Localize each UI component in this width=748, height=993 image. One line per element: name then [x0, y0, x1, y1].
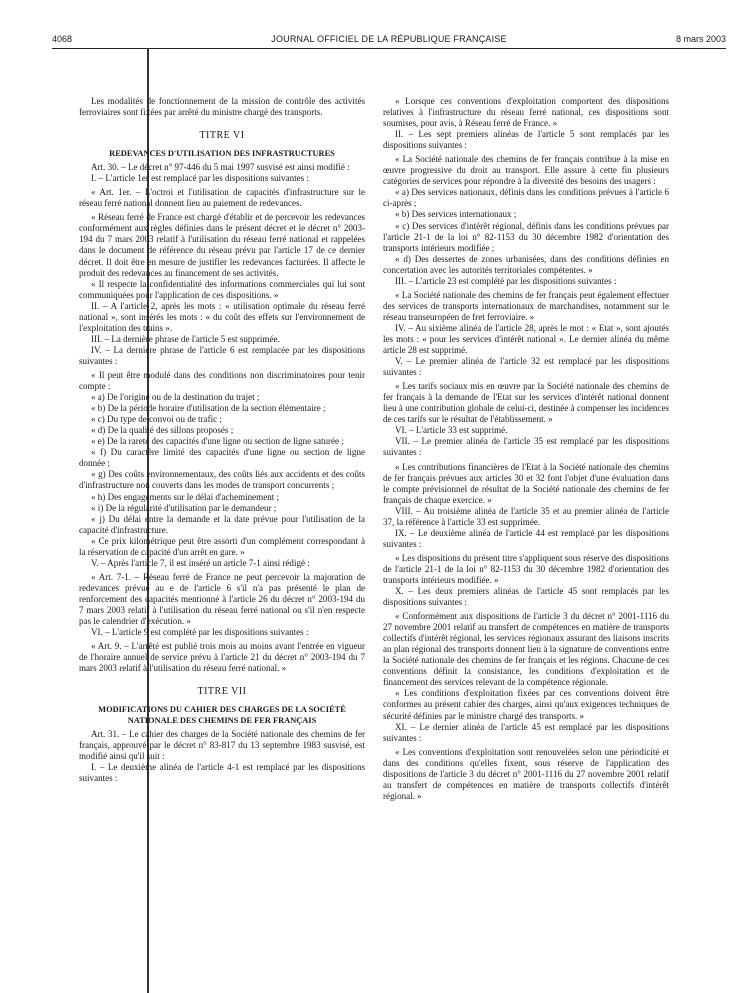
list-item: « c) Du type de convoi ou de trafic ;	[91, 414, 222, 425]
paragraph: « Les conventions d'exploitation sont renouvelées selon une périodicité et dans des conditions qu'elles fixent, sous réserve de l'application des dispositions de l'article 3 du décret n° 2001-1116 du 27 novembre 2001 relatif au transfert de compétences en matière de transports collectifs d'intérêt régional. »	[383, 746, 669, 801]
list-item: « b) Des services internationaux ;	[395, 209, 517, 220]
paragraph: IV. – La dernière phrase de l'article 6 est remplacée par les dispositions suivantes :	[79, 344, 365, 366]
paragraph: « Art. 9. – L'arrêté est publié trois mois au moins avant l'entrée en vigueur de l'horaire annuel de service prévu à l'article 21 du décret n° 2003-194 du 7 mars 2003 relatif à l'utilisation du réseau ferré national. »	[79, 641, 365, 674]
journal-title: JOURNAL OFFICIEL DE LA RÉPUBLIQUE FRANÇAISE	[271, 34, 507, 44]
paragraph: « La Société nationale des chemins de fer français peut également effectuer des services de transports internationaux de marchandises, notamment sur le réseau transeuropéen de fret ferroviaire. »	[383, 289, 669, 322]
article-intro: Art. 30. – Le décret n° 97-446 du 5 mai 1997 susvisé est ainsi modifié :	[91, 162, 350, 173]
paragraph: II. – A l'article 2, après les mots : « utilisation optimale du réseau ferré national », sont insérés les mots : « du coût des effets sur l'environnement de l'exploitation des trains ».	[79, 300, 365, 333]
list-item: « i) De la régularité d'utilisation par le demandeur ;	[91, 502, 277, 513]
list-item: « f) Du caractère limité des capacités d'une ligne ou section de ligne donnée ;	[79, 447, 365, 469]
paragraph: « Art. 7-1. – Réseau ferré de France ne peut percevoir la majoration de redevances prévue au e de l'article 6 s'il n'a pas présenté le plan de renforcement des capacités mentionné à l'article 26 du décret n° 2003-194 du 7 mars 2003 relatif à l'utilisation du réseau ferré national ou s'il n'en respecte pas le calendrier d'exécution. »	[79, 571, 365, 627]
paragraph: « Les conditions d'exploitation fixées par ces conventions doivent être conformes au présent cahier des charges, ainsi qu'aux exigences techniques de sécurité définies par le ministre chargé des transports. »	[383, 688, 669, 721]
list-item: « a) Des services nationaux, définis dans les conditions prévues à l'article 6 ci-après ;	[383, 187, 669, 209]
page-number: 4068	[52, 34, 73, 44]
header-rule	[52, 48, 726, 49]
paragraph: VI. – L'article 33 est supprimé.	[395, 425, 508, 436]
paragraph: Les modalités de fonctionnement de la mission de contrôle des activités ferroviaires sont fixées par arrêté du ministre chargé des transports.	[79, 96, 365, 118]
paragraph: « Art. 1er. – L'octroi et l'utilisation de capacités d'infrastructure sur le réseau ferré national donnent lieu au paiement de redevances.	[79, 187, 365, 209]
list-item: « e) De la rareté des capacités d'une ligne ou section de ligne saturée ;	[91, 436, 344, 447]
list-item: « j) Du délai entre la demande et la date prévue pour l'utilisation de la capacité d'infrastructure.	[79, 513, 365, 535]
paragraph: III. – La dernière phrase de l'article 5 est supprimée.	[91, 333, 280, 344]
paragraph: « Les contributions financières de l'Etat à la Société nationale des chemins de fer français prévues aux articles 30 et 32 font l'objet d'une évaluation dans le compte prévisionnel de résultat de la Société nationale des chemins de fer français de chaque exercice. »	[383, 461, 669, 505]
list-item: « d) Des dessertes de zones urbanisées, dans des conditions définies en concertation avec les autorités territoriales compétentes. »	[383, 253, 669, 275]
paragraph: « Il respecte la confidentialité des informations commerciales qui lui sont communiquées pour l'application de ces dispositions. »	[79, 278, 365, 300]
list-item: « d) De la qualité des sillons proposés ;	[91, 425, 234, 436]
paragraph: I. – Le deuxième alinéa de l'article 4-1 est remplacé par les dispositions suivantes :	[79, 762, 365, 784]
paragraph: « Les dispositions du présent titre s'appliquent sous réserve des dispositions de l'article 21-1 de la loi n° 82-1153 du 30 décembre 1982 d'orientation des transports intérieurs modifiée. »	[383, 552, 670, 585]
paragraph: IV. – Au sixième alinéa de l'article 28, après le mot : « Etat », sont ajoutés les mots : « pour les services d'intérêt national ». Le dernier alinéa du même article 28 est supprimé.	[383, 322, 669, 356]
paragraph: « Il peut être modulé dans des conditions non discriminatoires pour tenir compte :	[79, 369, 365, 392]
paragraph: VI. – L'article 9 est complété par les dispositions suivantes :	[91, 627, 309, 638]
paragraph: « Ce prix kilométrique peut être assorti d'un complément correspondant à la réservation de capacité d'un arrêt en gare. »	[79, 535, 365, 557]
paragraph: « La Société nationale des chemins de fer français contribue à la mise en œuvre progressive du droit au transport. Elle assure à cette fin plusieurs catégories de services pour répondre à la diversité des besoins des usagers :	[383, 154, 669, 187]
list-item: « c) Des services d'intérêt régional, définis dans les conditions prévues par l'article 21-1 de la loi n° 82-1153 du 30 décembre 1982 d'orientation des transports intérieurs modifiée ;	[383, 220, 669, 253]
paragraph: VIII. – Au troisième alinéa de l'article 35 et au premier alinéa de l'article 37, la référence à l'article 33 est supprimée.	[383, 505, 669, 527]
paragraph: « Conformément aux dispositions de l'article 3 du décret n° 2001-1116 du 27 novembre 2001 relatif au transfert de compétences en matière de transports collectifs d'intérêt régional, les services régionaux assurant des liaisons inscrits au plan régional des transports donnent lieu à la signature de conventions entre la Société nationale des chemins de fer français et les régions. Chacune de ces conventions définit la consistance, les conditions d'exploitation et de financement des services relevant de la compétence régionale.	[383, 611, 669, 688]
left-column	[79, 96, 365, 785]
paragraph: VII. – Le premier alinéa de l'article 35 est remplacé par les dispositions suivantes :	[383, 436, 669, 458]
paragraph: « Réseau ferré de France est chargé d'établir et de percevoir les redevances conformément aux règles définies dans le présent décret et le décret n° 2003-194 du 7 mars 2003 relatif à l'utilisation du réseau ferré national et rappelées dans le document de référence du réseau prévu par l'article 17 de ce dernier décret. Il doit être en mesure de justifier les redevances facturées. Il affecte le produit des redevances au financement de ses activités.	[79, 212, 365, 278]
list-item: « b) De la période horaire d'utilisation de la section élémentaire ;	[91, 403, 326, 414]
paragraph: IX. – Le deuxième alinéa de l'article 44 est remplacé par les dispositions suivantes :	[383, 527, 669, 549]
right-column	[383, 96, 669, 802]
list-item: « h) Des engagements sur le délai d'acheminement ;	[91, 491, 280, 502]
list-item: « a) De l'origine ou de la destination du trajet ;	[91, 392, 260, 403]
section-heading: TITRE VII	[197, 686, 247, 698]
issue-date: 8 mars 2003	[675, 34, 726, 44]
paragraph: II. – Les sept premiers alinéas de l'article 5 sont remplacés par les dispositions suivantes :	[383, 129, 669, 151]
paragraph: XI. – Le dernier alinéa de l'article 45 est remplacé par les dispositions suivantes :	[383, 721, 669, 743]
paragraph: « Les tarifs sociaux mis en œuvre par la Société nationale des chemins de fer français à la demande de l'Etat sur les services d'intérêt national donnent lieu à une contribution globale de celui-ci, destinée à compenser les incidences de ces tarifs sur le résultat de l'établissement. »	[383, 381, 669, 425]
paragraph: V. – Le premier alinéa de l'article 32 est remplacé par les dispositions suivantes :	[383, 356, 669, 378]
section-subheading: REDEVANCES D'UTILISATION DES INFRASTRUCTURES	[109, 149, 335, 159]
section-subheading: MODIFICATIONS DU CAHIER DES CHARGES DE LA SOCIÉTÉ NATIONALE DES CHEMINS DE FER FRANÇAIS	[98, 705, 346, 726]
paragraph: III. – L'article 23 est complété par les dispositions suivantes :	[395, 275, 617, 286]
paragraph: V. – Après l'article 7, il est inséré un article 7-1 ainsi rédigé :	[91, 557, 310, 568]
section-heading: TITRE VI	[199, 130, 245, 142]
paragraph: « Lorsque ces conventions d'exploitation comportent des dispositions relatives à l'infrastructure du réseau ferré national, ces dispositions sont soumises, pour avis, à Réseau ferré de France. »	[383, 96, 669, 129]
list-item: « g) Des coûts environnementaux, des coûts liés aux accidents et des coûts d'infrastructure non couverts dans les modes de transport concurrents ;	[79, 469, 365, 491]
article-intro: Art. 31. – Le cahier des charges de la Société nationale des chemins de fer français, approuvé par le décret n° 83-817 du 13 septembre 1983 susvisé, est modifié ainsi qu'il suit :	[79, 729, 365, 762]
paragraph: I. – L'article 1er est remplacé par les dispositions suivantes :	[91, 173, 309, 184]
paragraph: X. – Les deux premiers alinéas de l'article 45 sont remplacés par les dispositions suivantes :	[383, 586, 669, 608]
